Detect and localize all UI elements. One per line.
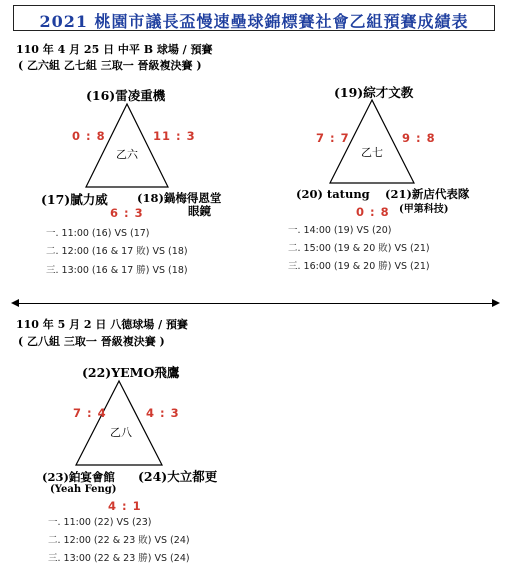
group6-label: 乙六 [116,148,138,161]
group7-schedule-3: 三. 16:00 (19 & 20 勝) VS (21) [288,261,430,272]
group8-score-left: 7 : 4 [73,406,107,420]
group8-right-team: (24)大立都更 [138,469,218,484]
group8-left-team-line1: (23)鉑宴會館 [42,470,115,484]
group6-score-bottom: 6 : 3 [110,206,144,220]
group7-schedule-2: 二. 15:00 (19 & 20 敗) VS (21) [288,243,430,254]
section2-date-line: 110 年 5 月 2 日 八德球場 / 預賽 [16,318,188,331]
group6-left-team: (17)膩力威 [41,192,108,207]
group7-label: 乙七 [361,146,383,159]
group8-schedule-2: 二. 12:00 (22 & 23 敗) VS (24) [48,535,190,546]
section1-date-line: 110 年 4 月 25 日 中平 B 球場 / 預賽 [16,43,213,56]
group7-schedule-1: 一. 14:00 (19) VS (20) [288,225,392,236]
group6-top-team: (16)雷凌重機 [86,88,166,103]
group6-right-team-line1: (18)鍋梅得恩堂 [137,191,222,205]
group8-schedule-3: 三. 13:00 (22 & 23 勝) VS (24) [48,553,190,564]
group7-right-team-line2: (甲第科技) [399,204,449,215]
group8-label: 乙八 [110,426,132,439]
group6-schedule-1: 一. 11:00 (16) VS (17) [46,228,150,239]
page-title: 2021 桃園市議長盃慢速壘球錦標賽社會乙組預賽成績表 [39,12,469,31]
group7-score-right: 9 : 8 [402,131,436,145]
group7-top-team: (19)綜才文教 [334,85,414,100]
group8-score-bottom: 4 : 1 [108,499,142,513]
group8-left-team-line2: (Yeah Feng) [50,484,117,495]
group6-score-right: 11 : 3 [153,129,196,143]
group6-schedule-3: 三. 13:00 (16 & 17 勝) VS (18) [46,265,188,276]
group8-score-right: 4 : 3 [146,406,180,420]
section2-groups-line: ( 乙八組 三取一 晉級複決賽 ) [18,335,165,348]
group7-score-bottom: 0 : 8 [356,205,390,219]
group7-right-team-line1: (21)新店代表隊 [385,187,470,201]
group6-score-left: 0 : 8 [72,129,106,143]
group8-schedule-1: 一. 11:00 (22) VS (23) [48,517,152,528]
group8-top-team: (22)YEMO飛鷹 [82,365,180,380]
group7-score-left: 7 : 7 [316,131,350,145]
group7-left-team: (20) tatung [296,187,370,201]
group6-schedule-2: 二. 12:00 (16 & 17 敗) VS (18) [46,246,188,257]
section1-groups-line: ( 乙六組 乙七組 三取一 晉級複決賽 ) [18,59,202,72]
group6-right-team-line2: 眼鏡 [188,204,211,218]
